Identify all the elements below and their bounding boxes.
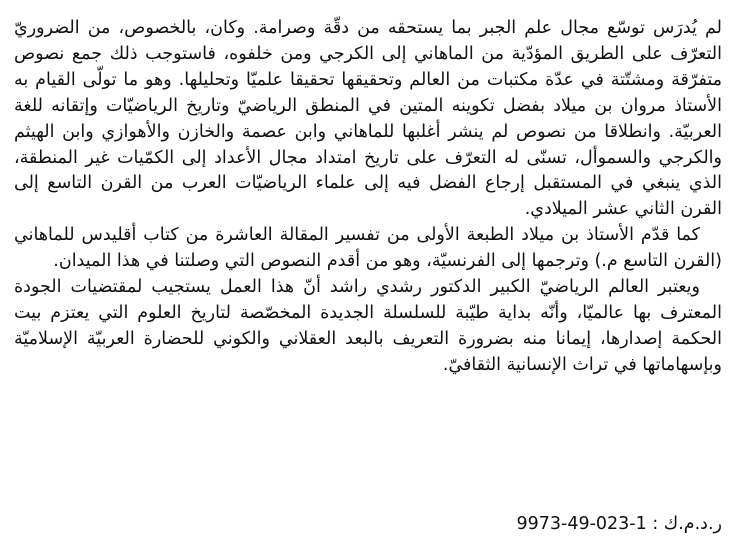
paragraph-intro: لم يُدرَس توسّع مجال علم الجبر بما يستحقه من دقّة وصرامة. وكان، بالخصوص، من الضروريّ التعرّف على الطريق المؤدّية من الماهاني إلى الكرجي ومن خلفوه، فاستوجب ذلك جمع نصوص متفرّقة ومشتّتة في عدّة مكتبات من العالم وتحقيقها تحقيقا علميّا وتحليلها. وهو ما تولّى القيام به الأستاذ مروان بن ميلاد بفضل تكوينه المتين في المنطق الرياضيّ وتاريخ الرياضيّات وإتقانه للغة العربيّة. وانطلاقا من نصوص لم ينشر أغلبها للماهاني وابن عصمة والخازن والأهوازي وابن الهيثم والكرجي والسموأل، تسنّى له التعرّف على تاريخ امتداد مجال الأعداد إلى الكمّيات غير المنطقة، الذي ينبغي في المستقبل إرجاع الفضل فيه إلى علماء الرياضيّات العرب من القرن التاسع إلى القرن الثاني عشر الميلادي. bbox=[14, 18, 722, 220]
paragraph-first-edition: كما قدّم الأستاذ بن ميلاد الطبعة الأولى من تفسير المقالة العاشرة من كتاب أقليدس للماهاني (القرن التاسع م.) وترجمها إلى الفرنسيّة، وهو من أقدم النصوص التي وصلتنا في هذا الميدان. bbox=[14, 225, 722, 272]
paragraph-endorsement: ويعتبر العالم الرياضيّ الكبير الدكتور رشدي راشد أنّ هذا العمل يستجيب لمقتضيات الجودة المعترف بها عالميّا، وأنّه بداية طيّبة للسلسلة الجديدة المخصّصة لتاريخ العلوم التي يعتزم بيت الحكمة إصدارها، إيمانا منه بضرورة التعريف بالبعد العقلاني والكوني للحضارة العربيّة الإسلاميّة وبإسهاماتها في تراث الإنسانية الثقافيّ. bbox=[14, 277, 722, 375]
isbn-line bbox=[516, 512, 722, 536]
isbn-number: 9973-49-023-1 bbox=[516, 514, 647, 534]
description-text bbox=[14, 16, 722, 379]
isbn-label: ر.د.م.ك : bbox=[652, 514, 722, 534]
